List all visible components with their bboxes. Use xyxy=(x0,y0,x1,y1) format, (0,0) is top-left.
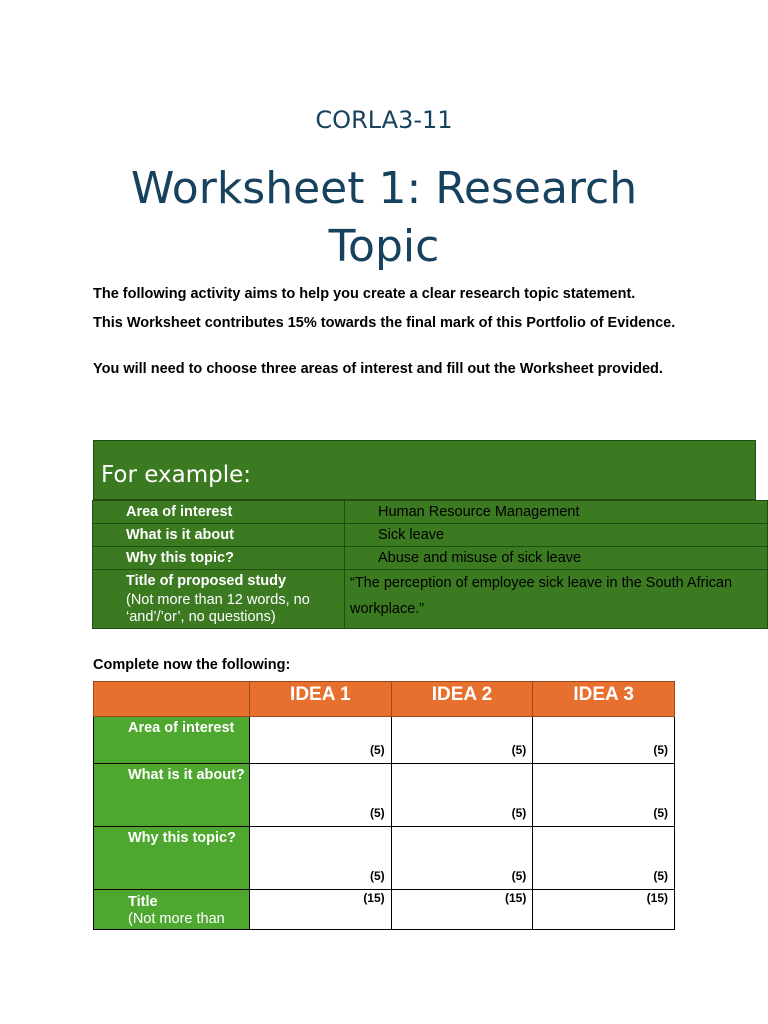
answer-cell[interactable]: (15) xyxy=(250,890,392,930)
header-blank-cell xyxy=(94,682,250,717)
table-row xyxy=(93,570,768,629)
example-value: Human Resource Management xyxy=(345,501,768,524)
table-header-row xyxy=(94,682,675,717)
example-sublabel: (Not more than 12 words, no ‘and’/’or’, no questions) xyxy=(126,592,310,625)
table-row xyxy=(94,717,675,764)
answer-cell[interactable]: (5) xyxy=(391,717,533,764)
row-label: Why this topic? xyxy=(94,827,250,890)
row-label-text: Title xyxy=(128,894,158,910)
complete-label: Complete now the following: xyxy=(93,657,291,673)
intro-paragraph: You will need to choose three areas of interest and fill out the Worksheet provided. xyxy=(93,361,663,377)
row-label: What is it about? xyxy=(94,764,250,827)
example-label: What is it about xyxy=(93,524,345,547)
title-line-2: Topic xyxy=(328,221,440,272)
document-code: CORLA3-11 xyxy=(315,106,453,134)
answer-cell[interactable]: (5) xyxy=(250,764,392,827)
ideas-table xyxy=(93,681,675,930)
table-row xyxy=(93,501,768,524)
column-header-idea-2: IDEA 2 xyxy=(391,682,533,717)
page-title xyxy=(0,160,768,276)
row-sublabel: (Not more than xyxy=(128,911,225,927)
answer-cell[interactable]: (15) xyxy=(533,890,675,930)
example-label-text: Title of proposed study xyxy=(126,573,287,589)
table-row xyxy=(94,827,675,890)
intro-paragraph: This Worksheet contributes 15% towards the final mark of this Portfolio of Evidence. xyxy=(93,315,676,331)
intro-paragraph: The following activity aims to help you create a clear research topic statement. xyxy=(93,286,636,302)
example-value: Sick leave xyxy=(345,524,768,547)
example-value: Abuse and misuse of sick leave xyxy=(345,547,768,570)
column-header-idea-1: IDEA 1 xyxy=(250,682,392,717)
example-table xyxy=(92,500,768,629)
row-label xyxy=(94,890,250,930)
table-row xyxy=(94,764,675,827)
answer-cell[interactable]: (5) xyxy=(533,764,675,827)
example-value: “The perception of employee sick leave in the South African workplace.” xyxy=(345,570,768,629)
column-header-idea-3: IDEA 3 xyxy=(533,682,675,717)
example-label: Why this topic? xyxy=(93,547,345,570)
example-heading: For example: xyxy=(101,462,251,488)
answer-cell[interactable]: (5) xyxy=(391,764,533,827)
answer-cell[interactable]: (5) xyxy=(533,827,675,890)
example-label xyxy=(93,570,345,629)
title-line-1: Worksheet 1: Research xyxy=(130,163,638,214)
table-row xyxy=(94,890,675,930)
answer-cell[interactable]: (5) xyxy=(250,717,392,764)
answer-cell[interactable]: (5) xyxy=(391,827,533,890)
example-label: Area of interest xyxy=(93,501,345,524)
example-heading-box xyxy=(93,440,756,500)
table-row xyxy=(93,547,768,570)
row-label: Area of interest xyxy=(94,717,250,764)
answer-cell[interactable]: (15) xyxy=(391,890,533,930)
answer-cell[interactable]: (5) xyxy=(533,717,675,764)
table-row xyxy=(93,524,768,547)
answer-cell[interactable]: (5) xyxy=(250,827,392,890)
